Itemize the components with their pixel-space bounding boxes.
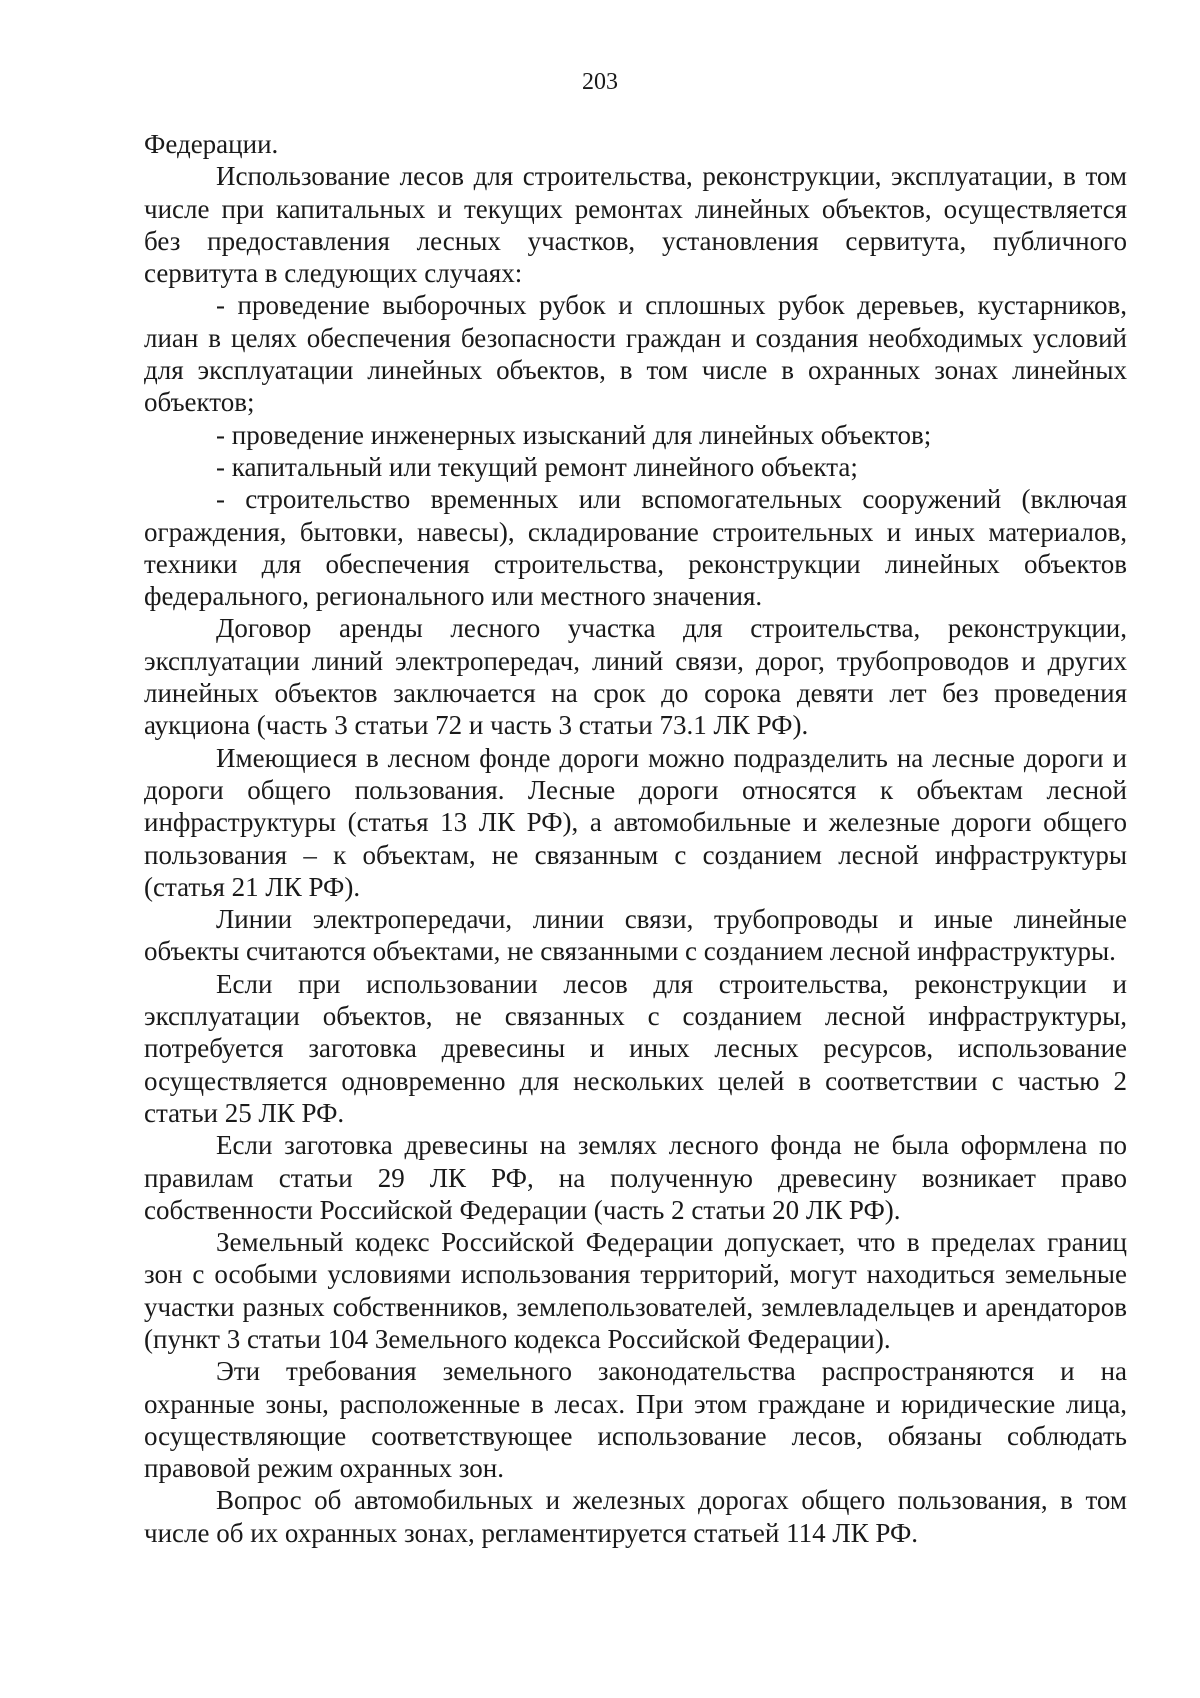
paragraph: Земельный кодекс Российской Федерации допускает, что в пределах границ зон с особыми условиями использования территорий, могут находиться земельные участки разных собственников, землепользователей, землевладельцев и арендаторов (пункт 3 статьи 104 Земельного кодекса Российской Федерации). [144,1227,1127,1354]
list-item: - капитальный или текущий ремонт линейного объекта; [216,451,858,482]
document-body [144,128,1127,1549]
list-item: - строительство временных или вспомогательных сооружений (включая ограждения, бытовки, навесы), складирование строительных и иных материалов, техники для обеспечения строительства, реконструкции линейных объектов федерального, регионального или местного значения. [144,484,1127,612]
list-item: - проведение выборочных рубок и сплошных рубок деревьев, кустарников, лиан в целях обеспечения безопасности граждан и создания необходимых условий для эксплуатации линейных объектов, в том числе в охранных зонах линейных объектов; [144,290,1127,418]
paragraph: Эти требования земельного законодательства распространяются и на охранные зоны, расположенные в лесах. При этом граждане и юридические лица, осуществляющие соответствующее использование лесов, обязаны соблюдать правовой режим охранных зон. [144,1356,1127,1484]
paragraph: Вопрос об автомобильных и железных дорогах общего пользования, в том числе об их охранных зонах, регламентируется статьей 114 ЛК РФ. [144,1485,1127,1548]
paragraph: Использование лесов для строительства, реконструкции, эксплуатации, в том числе при капитальных и текущих ремонтах линейных объектов, осуществляется без предоставления лесных участков, установления сервитута, публичного сервитута в следующих случаях: [144,161,1127,289]
paragraph: Если заготовка древесины на землях лесного фонда не была оформлена по правилам статьи 29 ЛК РФ, на полученную древесину возникает право собственности Российской Федерации (часть 2 статьи 20 ЛК РФ). [144,1130,1127,1225]
paragraph: Федерации. [144,129,279,159]
paragraph: Линии электропередачи, линии связи, трубопроводы и иные линейные объекты считаются объектами, не связанными с созданием лесной инфраструктуры. [144,904,1127,967]
list-item: - проведение инженерных изысканий для линейных объектов; [216,419,932,450]
paragraph: Если при использовании лесов для строительства, реконструкции и эксплуатации объектов, не связанных с созданием лесной инфраструктуры, потребуется заготовка древесины и иных лесных ресурсов, использование осуществляется одновременно для нескольких целей в соответствии с частью 2 статьи 25 ЛК РФ. [144,968,1127,1128]
page-number: 203 [582,69,618,95]
paragraph: Имеющиеся в лесном фонде дороги можно подразделить на лесные дороги и дороги общего пользования. Лесные дороги относятся к объектам лесной инфраструктуры (статья 13 ЛК РФ), а автомобильные и железные дороги общего пользования – к объектам, не связанным с созданием лесной инфраструктуры (статья 21 ЛК РФ). [144,742,1127,902]
paragraph: Договор аренды лесного участка для строительства, реконструкции, эксплуатации линий электропередач, линий связи, дорог, трубопроводов и других линейных объектов заключается на срок до сорока девяти лет без проведения аукциона (часть 3 статьи 72 и часть 3 статьи 73.1 ЛК РФ). [144,613,1127,741]
